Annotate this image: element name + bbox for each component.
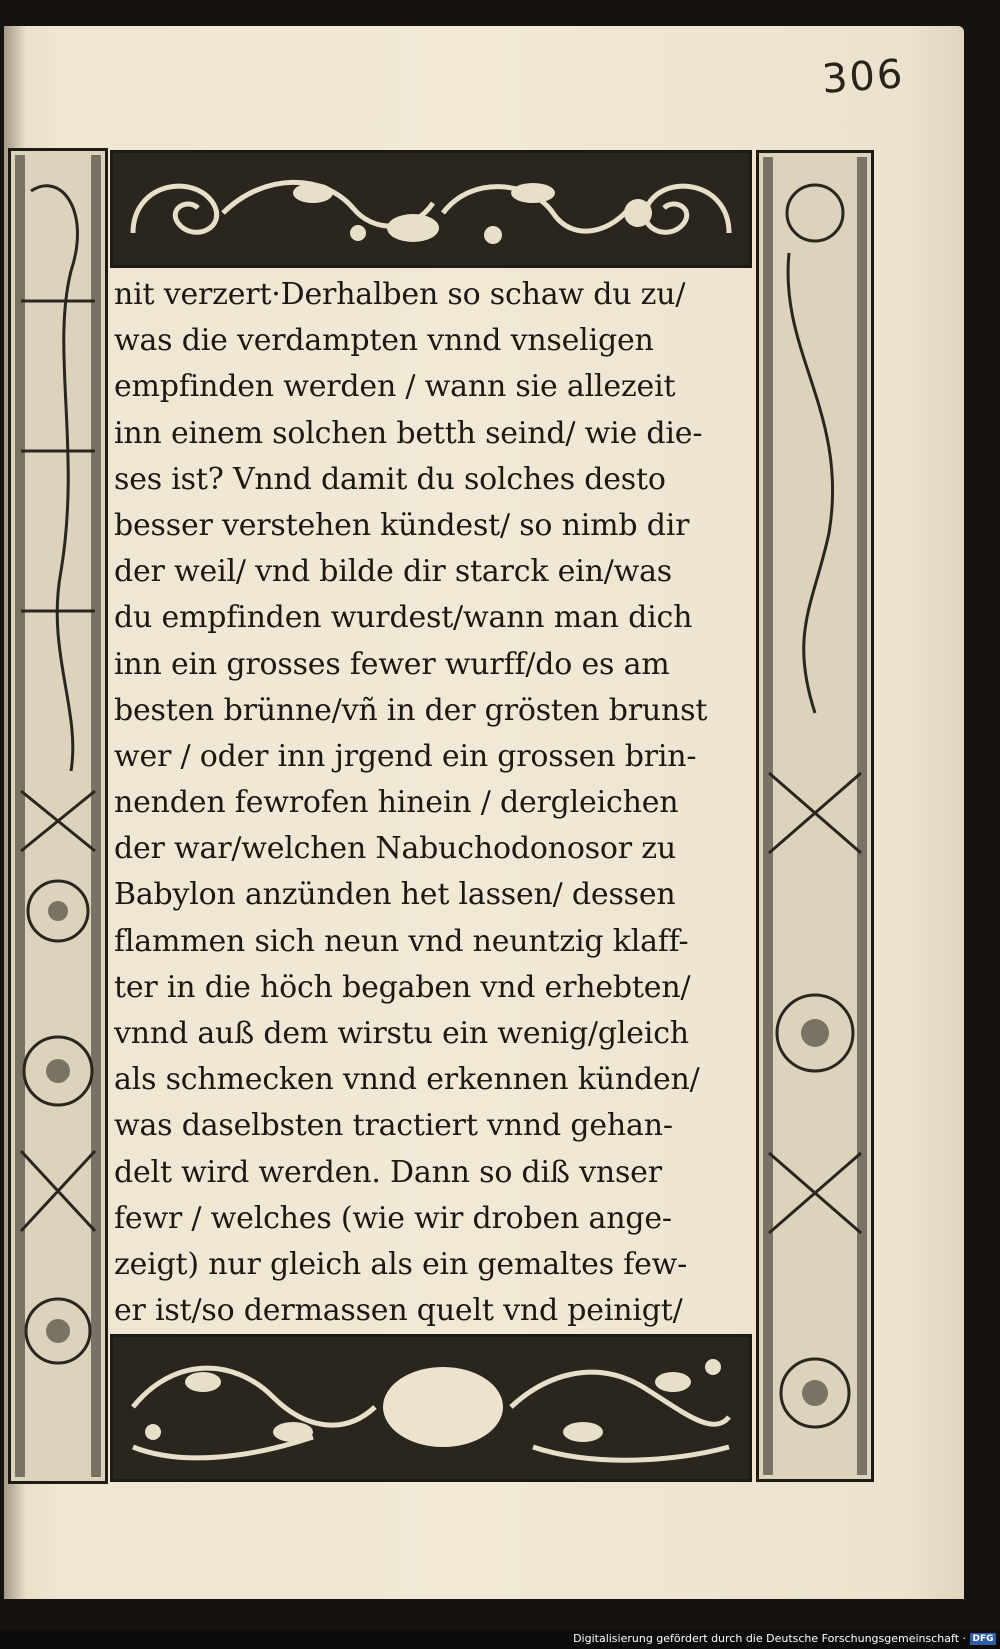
text-line: du empfinden wurdest/wann man dich [114,600,693,636]
folio-number: 306 [820,51,906,103]
dfg-logo: DFG [970,1633,996,1645]
text-line: was daselbsten tractiert vnnd gehan- [114,1108,673,1144]
text-line: inn einem solchen betth seind/ wie die- [114,415,703,451]
text-line: was die verdampten vnnd vnseligen [114,323,654,359]
text-line: flammen sich neun vnd neuntzig klaff- [114,923,689,959]
text-line: er ist/so dermassen quelt vnd peinigt/ [114,1293,683,1329]
text-line: vnnd auß dem wirstu ein wenig/gleich [114,1016,689,1051]
text-line: fewr / welches (wie wir droben ange- [114,1200,672,1236]
text-line: nit verzert·Derhalben so schaw du zu/ [114,277,686,312]
text-line: der war/welchen Nabuchodonosor zu [114,831,676,867]
text-line: delt wird werden. Dann so diß vnser [114,1154,662,1190]
text-line: ses ist? Vnnd damit du solches desto [114,461,666,497]
ornament-border-top [110,150,752,268]
text-line: besser verstehen kündest/ so nimb dir [114,507,690,543]
text-line: empfinden werden / wann sie allezeit [114,369,676,405]
footer-bar [0,1630,1000,1649]
text-line: als schmecken vnnd erkennen künden/ [114,1062,700,1098]
ornament-border-bottom [110,1334,752,1482]
text-line: Babylon anzünden het lassen/ dessen [114,877,676,913]
text-line: zeigt) nur gleich als ein gemaltes few- [114,1246,688,1282]
text-line: besten brünne/vñ in der grösten brunst [114,692,708,728]
text-line: der weil/ vnd bilde dir starck ein/was [114,554,673,590]
funding-credit: Digitalisierung gefördert durch die Deutsche Forschungsgemeinschaft · [573,1632,966,1645]
book-page [4,26,964,1599]
text-block [114,272,750,1328]
text-line: inn ein grosses fewer wurff/do es am [114,646,670,682]
text-line: nenden fewrofen hinein / dergleichen [114,785,679,821]
ornament-border-left [8,148,108,1484]
ornament-border-right [756,150,874,1482]
text-line: ter in die höch begaben vnd erhebten/ [114,969,691,1005]
text-line: wer / oder inn jrgend ein grossen brin- [114,738,697,774]
